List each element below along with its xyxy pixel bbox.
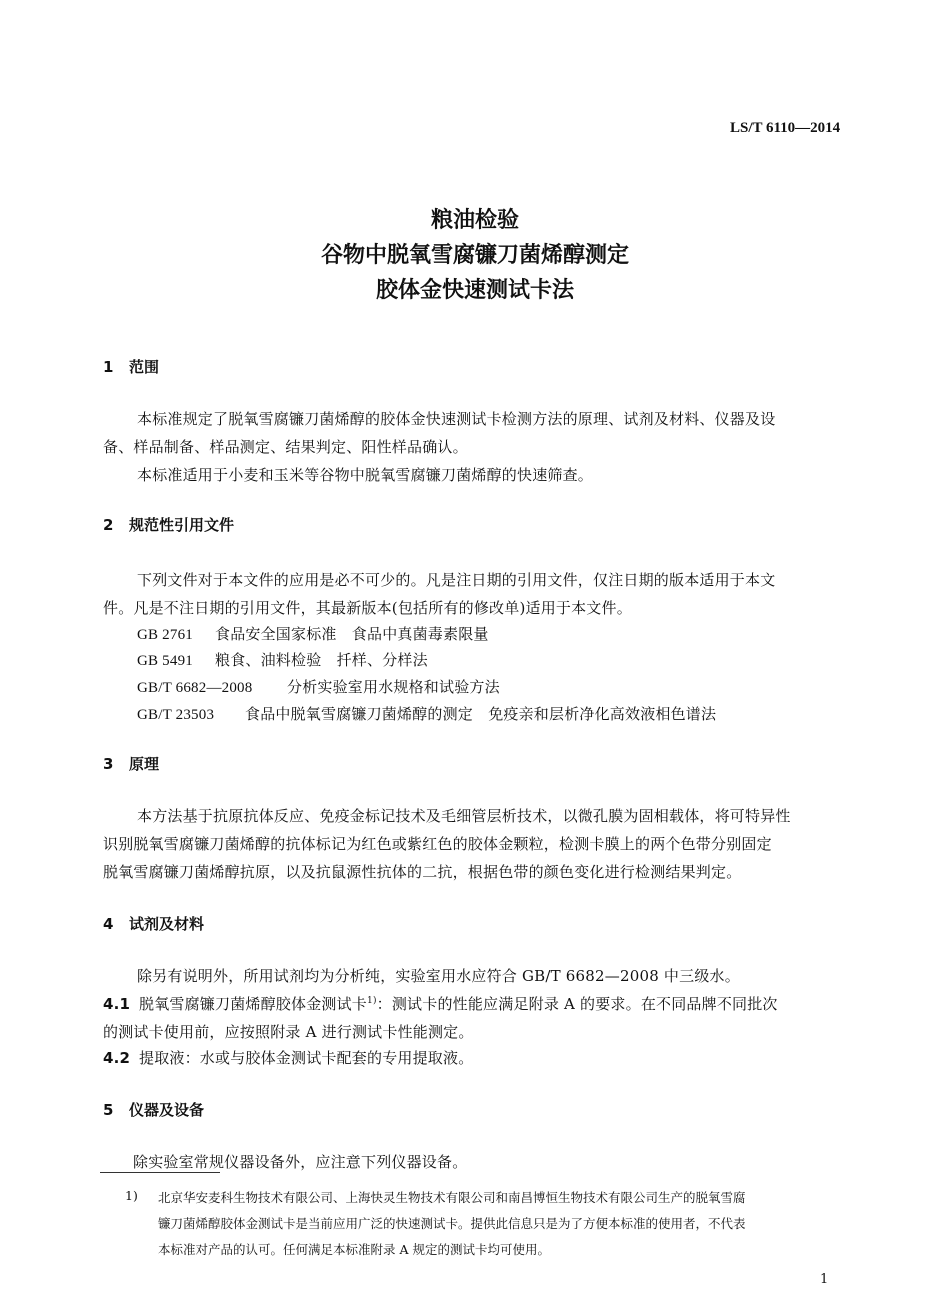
clause-text: 提取液：水或与胶体金测试卡配套的专用提取液。 [139,1049,474,1067]
reference-title: 粮食、油料检验 扦样、分样法 [215,651,428,669]
reference-item [137,676,500,697]
reference-item [137,649,428,670]
reference-title: 食品安全国家标准 食品中真菌毒素限量 [215,625,489,643]
clause-number: 4.1 [103,995,131,1013]
reference-title: 食品中脱氧雪腐镰刀菌烯醇的测定 免疫亲和层析净化高效液相色谱法 [245,705,717,723]
section-number: 4 [103,915,114,933]
reference-item [137,623,489,644]
clause-text: ：测试卡的性能应满足附录 A 的要求。在不同品牌不同批次 [376,995,778,1013]
footnote-line: 本标准对产品的认可。任何满足本标准附录 A 规定的测试卡均可使用。 [158,1242,550,1257]
paragraph-line: 识别脱氧雪腐镰刀菌烯醇的抗体标记为红色或紫红色的胶体金颗粒，检测卡膜上的两个色带分别固定 [103,835,772,853]
standard-code: LS/T 6110—2014 [730,120,841,136]
paragraph-line: 本标准适用于小麦和玉米等谷物中脱氧雪腐镰刀菌烯醇的快速筛查。 [137,466,594,484]
section-title: 仪器及设备 [129,1101,205,1119]
footnote-line: 镰刀菌烯醇胶体金测试卡是当前应用广泛的快速测试卡。提供此信息只是为了方便本标准的使用者，不代表 [158,1216,746,1231]
reference-code: GB/T 23503 [137,707,215,723]
section-1-heading [103,356,159,377]
clause-text: 脱氧雪腐镰刀菌烯醇胶体金测试卡 [139,995,368,1013]
reference-code: GB 5491 [137,653,193,669]
reference-title: 分析实验室用水规格和试验方法 [287,678,500,696]
section-3-heading [103,753,159,774]
footnote-separator [100,1172,220,1173]
clause-number: 4.2 [103,1049,131,1067]
section-title: 规范性引用文件 [129,516,235,534]
paragraph-line: 脱氧雪腐镰刀菌烯醇抗原，以及抗鼠源性抗体的二抗，根据色带的颜色变化进行检测结果判定。 [103,863,742,881]
footnote-ref: 1) [367,996,377,1006]
title-line-1: 粮油检验 [430,208,519,233]
section-number: 3 [103,755,114,773]
paragraph-line: 的测试卡使用前，应按照附录 A 进行测试卡性能测定。 [103,1023,474,1041]
clause-4-1 [103,993,778,1014]
paragraph-line: 件。凡是不注日期的引用文件，其最新版本(包括所有的修改单)适用于本文件。 [103,599,632,617]
paragraph-line: 本标准规定了脱氧雪腐镰刀菌烯醇的胶体金快速测试卡检测方法的原理、试剂及材料、仪器及设 [137,410,776,428]
section-title: 试剂及材料 [129,915,205,933]
section-title: 原理 [129,755,160,773]
paragraph-line: 备、样品制备、样品测定、结果判定、阳性样品确认。 [103,438,468,456]
section-number: 1 [103,358,114,376]
clause-4-2 [103,1047,473,1068]
paragraph-line: 除另有说明外，所用试剂均为分析纯，实验室用水应符合 GB/T 6682—2008 中三级水。 [137,967,740,985]
reference-item [137,703,716,724]
title-line-2: 谷物中脱氧雪腐镰刀菌烯醇测定 [320,243,629,268]
footnote-line: 北京华安麦科生物技术有限公司、上海快灵生物技术有限公司和南昌博恒生物技术有限公司生产的脱氧雪腐 [158,1190,746,1205]
section-2-heading [103,514,234,535]
title-line-3: 胶体金快速测试卡法 [375,278,574,303]
section-4-heading [103,913,204,934]
paragraph-line: 除实验室常规仪器设备外，应注意下列仪器设备。 [133,1153,468,1171]
reference-code: GB/T 6682—2008 [137,680,253,696]
page-number: 1 [820,1272,829,1287]
section-number: 2 [103,516,114,534]
section-title: 范围 [129,358,160,376]
paragraph-line: 本方法基于抗原抗体反应、免疫金标记技术及毛细管层析技术，以微孔膜为固相载体，将可特异性 [137,807,791,825]
section-number: 5 [103,1101,114,1119]
footnote-mark: 1) [125,1188,138,1203]
paragraph-line: 下列文件对于本文件的应用是必不可少的。凡是注日期的引用文件，仅注日期的版本适用于本文 [137,571,776,589]
section-5-heading [103,1099,204,1120]
reference-code: GB 2761 [137,627,193,643]
